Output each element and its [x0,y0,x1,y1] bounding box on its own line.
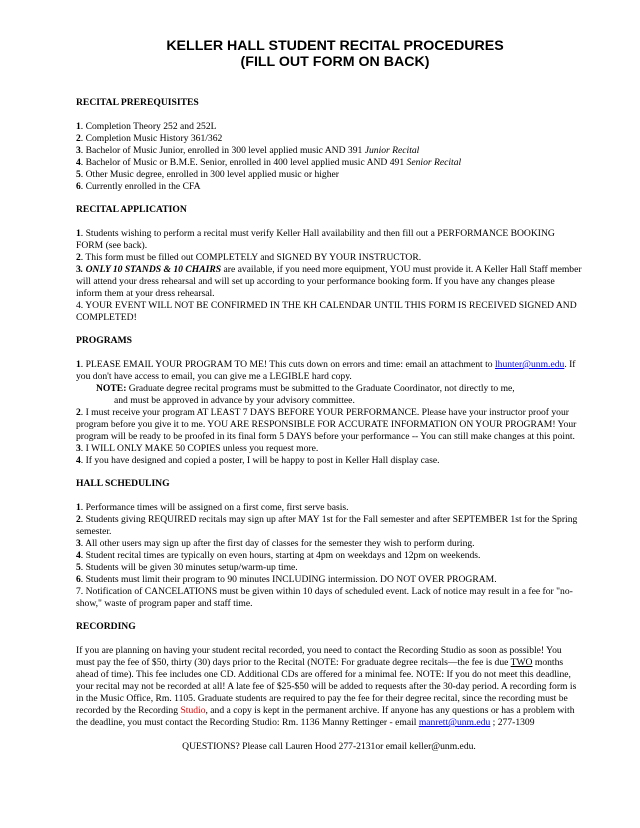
list-item: 4. Bachelor of Music or B.M.E. Senior, enrolled in 400 level applied music AND 491 Senior Recital [76,157,462,168]
recording-email-link[interactable]: manrett@unm.edu [418,717,491,728]
list-item: 2. I must receive your program AT LEAST 7 DAYS BEFORE YOUR PERFORMANCE. Please have your instructor proof your program before you give it to me. YOU ARE RESPONSIBLE FOR ACCURATE INFORMATION ON YOUR PROGRAM! Your program will be ready to be proofed in its final form 5 DAYS before your performance -- You can still make changes at this point. [76,407,577,442]
list-item: 3. All other users may sign up after the first day of classes for the semester they wish to perform during. [76,538,475,549]
programs-note: NOTE: Graduate degree recital programs must be submitted to the Graduate Coordinator, not directly to me, and must be approved in advance by your advisory committee. [96,383,515,406]
list-item: 2. Completion Music History 361/362 [76,133,223,144]
title-line-2: (FILL OUT FORM ON BACK) [240,54,430,70]
document-title [76,38,582,70]
list-item: 3. I WILL ONLY MAKE 50 COPIES unless you request more. [76,443,319,454]
list-item: 6. Students must limit their program to 90 minutes INCLUDING intermission. DO NOT OVER PROGRAM. [76,574,497,585]
programs-heading: PROGRAMS [76,335,132,346]
list-item: 7. Notification of CANCELATIONS must be given within 10 days of scheduled event. Lack of notice may result in a fee for "no-show," waste of program paper and staff time. [76,586,573,609]
list-item: 1. Students wishing to perform a recital must verify Keller Hall availability and then fill out a PERFORMANCE BOOKING FORM (see back). [76,228,555,251]
list-item: 4. Student recital times are typically on even hours, starting at 4pm on weekdays and 12pm on weekends. [76,550,481,561]
list-item: 5. Other Music degree, enrolled in 300 level applied music or higher [76,169,339,180]
list-item: 4. YOUR EVENT WILL NOT BE CONFIRMED IN THE KH CALENDAR UNTIL THIS FORM IS RECEIVED SIGNED AND COMPLETED! [76,300,577,323]
application-list [76,228,582,324]
studio-highlight: Studio [180,705,206,716]
email-link[interactable]: lhunter@unm.edu [494,359,565,370]
list-item: 1. PLEASE EMAIL YOUR PROGRAM TO ME! This cuts down on errors and time: email an attachment to lhunter@unm.edu. If you don't have access to email, you can give me a LEGIBLE hard copy. [76,359,576,382]
list-item: 2. Students giving REQUIRED recitals may sign up after MAY 1st for the Fall semester and after SEPTEMBER 1st for the Spring semester. [76,514,578,537]
list-item: 1. Performance times will be assigned on a first come, first serve basis. [76,502,349,513]
scheduling-list [76,502,582,610]
list-item: 4. If you have designed and copied a poster, I will be happy to post in Keller Hall display case. [76,455,440,466]
prereq-list [76,121,582,193]
list-item: 2. This form must be filled out COMPLETELY and SIGNED BY YOUR INSTRUCTOR. [76,252,422,263]
recording-paragraph: If you are planning on having your student recital recorded, you need to contact the Recording Studio as soon as possible! You must pay the fee of $50, thirty (30) days prior to the Recital (NOTE: For graduate degree recitals—the fee is due TWO months ahead of time). This fee includes one CD. Additional CDs are offered for a minimal fee. NOTE: If you do not meet this deadline, your recital may not be recorded at all! A late fee of $25-$50 will be added to requests after the 30-day period. A recording form is in the Music Office, Rm. 1105. Graduate students are required to pay the fee for their degree recital, since the recording must be recorded by the Recording Studio, and a copy is kept in the permanent archive. If anyone has any questions or has a problem with the deadline, you must contact the Recording Studio: Rm. 1136 Manny Rettinger - email manrett@unm.edu ; 277-1309 [76,645,577,728]
application-heading: RECITAL APPLICATION [76,204,187,215]
scheduling-heading: HALL SCHEDULING [76,478,170,489]
list-item: 3. Bachelor of Music Junior, enrolled in 300 level applied music AND 391 Junior Recital [76,145,420,156]
prereq-heading: RECITAL PREREQUISITES [76,97,199,108]
programs-list [76,359,582,467]
list-item: 3. ONLY 10 STANDS & 10 CHAIRS are available, if you need more equipment, YOU must provide it. A Keller Hall Staff member will attend your dress rehearsal and will set up according to your performance booking form. If you have any changes please inform them at your dress rehearsal. [76,264,582,299]
title-line-1: KELLER HALL STUDENT RECITAL PROCEDURES [166,38,504,54]
footer-questions: QUESTIONS? Please call Lauren Hood 277-2131or email keller@unm.edu. [182,741,476,752]
list-item: 1. Completion Theory 252 and 252L [76,121,217,132]
list-item: 6. Currently enrolled in the CFA [76,181,201,192]
list-item: 5. Students will be given 30 minutes setup/warm-up time. [76,562,298,573]
recording-heading: RECORDING [76,621,136,632]
